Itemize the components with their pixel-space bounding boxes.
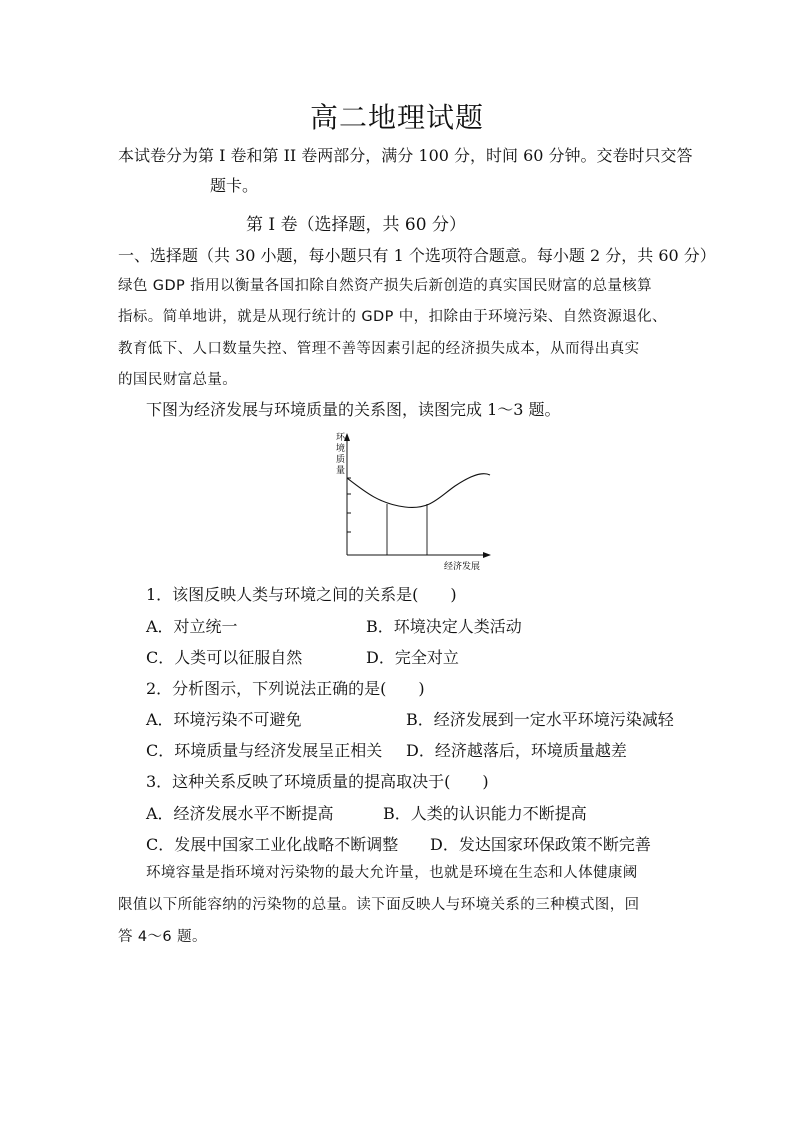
y-axis-label-2: 境 [336,444,346,454]
x-axis-label: 经济发展 [444,562,481,572]
question-3-option-b: B．人类的认识能力不断提高 [383,804,587,823]
material-line-2: 指标。简单地讲，就是从现行统计的 GDP 中，扣除由于环境污染、自然资源退化、 [118,309,667,325]
question-1-option-d: D．完全对立 [366,648,459,667]
question-2-option-c: C．环境质量与经济发展呈正相关 [146,741,383,760]
question-3-option-c: C．发展中国家工业化战略不断调整 [146,835,399,854]
question-3-stem: 3．这种关系反映了环境质量的提高取决于( ) [146,772,489,791]
y-axis-label-3: 质 [336,455,346,465]
environment-quality-curve [347,474,490,508]
instruction-text: 一、选择题（共 30 小题，每小题只有 1 个选项符合题意。每小题 2 分，共 60 分） [118,246,716,265]
question-1-option-b: B．环境决定人类活动 [366,617,522,636]
question-2-option-d: D．经济越落后，环境质量越差 [406,741,627,760]
question-2-option-a: A．环境污染不可避免 [146,710,302,729]
material-line-1: 绿色 GDP 指用以衡量各国扣除自然资产损失后新创造的真实国民财富的总量核算 [118,278,653,294]
question-2-stem: 2．分析图示，下列说法正确的是( ) [146,679,425,698]
material2-line-2: 限值以下所能容纳的污染物的总量。读下面反映人与环境关系的三种模式图，回 [118,897,640,913]
page-title: 高二地理试题 [309,101,484,134]
economy-environment-figure [320,428,500,576]
question-3-option-a: A．经济发展水平不断提高 [146,804,334,823]
question-1-stem: 1．该图反映人类与环境之间的关系是( ) [146,585,457,604]
question-1-option-a: A．对立统一 [146,617,238,636]
exam-notice-line-1: 本试卷分为第 I 卷和第 II 卷两部分，满分 100 分，时间 60 分钟。交卷时只交答 [118,146,693,165]
exam-notice-line-2: 题卡。 [210,176,259,195]
y-axis-label-4: 量 [336,466,346,476]
material2-line-1: 环境容量是指环境对污染物的最大允许量，也就是环境在生态和人体健康阈 [146,865,638,881]
question-2-option-b: B．经济发展到一定水平环境污染减轻 [406,710,674,729]
material-line-4: 的国民财富总量。 [118,372,238,388]
question-1-option-c: C．人类可以征服自然 [146,648,303,667]
question-3-option-d: D．发达国家环保政策不断完善 [430,835,651,854]
material-line-3: 教育低下、人口数量失控、管理不善等因素引起的经济损失成本，从而得出真实 [118,341,640,357]
material2-line-3: 答 4～6 题。 [118,929,207,945]
y-axis-label-1: 环 [336,433,346,443]
section-title: 第 I 卷（选择题，共 60 分） [246,215,466,235]
figure-intro: 下图为经济发展与环境质量的关系图，读图完成 1～3 题。 [146,400,561,419]
